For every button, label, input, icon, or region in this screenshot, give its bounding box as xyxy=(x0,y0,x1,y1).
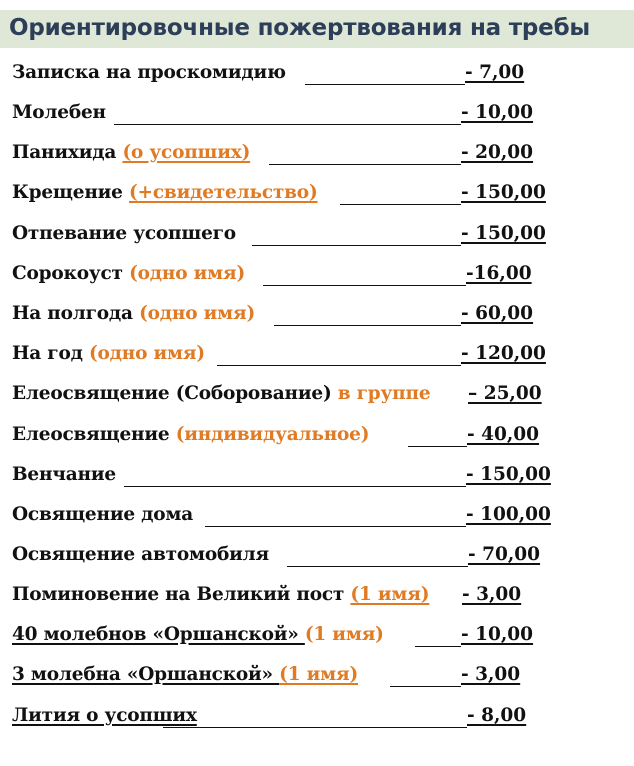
list-item xyxy=(12,584,429,612)
item-price: - 10,00 xyxy=(461,102,534,123)
list-item xyxy=(12,182,318,210)
item-name: На год xyxy=(12,343,89,364)
leader-line xyxy=(305,84,465,85)
item-name: Елеосвящение xyxy=(12,424,176,445)
leader-line xyxy=(390,686,461,687)
item-note: (о усопших) xyxy=(122,142,251,163)
leader-line xyxy=(287,566,468,567)
item-name: Крещение xyxy=(12,182,129,203)
item-name: На полгода xyxy=(12,303,140,324)
leader-line xyxy=(340,204,461,205)
item-name: Записка на проскомидию xyxy=(12,62,286,83)
item-price: - 10,00 xyxy=(461,624,534,645)
list-item xyxy=(12,624,384,652)
list-item xyxy=(12,142,250,170)
item-price: - 3,00 xyxy=(461,664,521,685)
list-item xyxy=(12,263,245,291)
item-name: Освящение автомобиля xyxy=(12,544,269,565)
item-price: -16,00 xyxy=(466,263,532,284)
leader-line xyxy=(217,365,461,366)
leader-line xyxy=(415,646,461,647)
leader-line xyxy=(269,164,461,165)
item-price: - 60,00 xyxy=(461,303,534,324)
item-name: Освящение дома xyxy=(12,504,194,525)
item-name: Молебен xyxy=(12,102,106,123)
item-name: Панихида xyxy=(12,142,123,163)
list-item xyxy=(12,102,106,130)
item-price: - 150,00 xyxy=(466,464,551,485)
item-name: 3 молебна «Оршанской» xyxy=(12,664,280,685)
item-price: - 100,00 xyxy=(466,504,551,525)
item-note: (одно имя) xyxy=(88,343,205,364)
leader-line xyxy=(205,526,466,527)
item-price: - 7,00 xyxy=(465,62,525,83)
list-item xyxy=(12,383,430,411)
list-item xyxy=(12,303,255,331)
item-note: (+свидетельство) xyxy=(129,182,318,203)
list-item xyxy=(12,464,116,492)
item-name: Поминовение на Великий пост xyxy=(12,584,351,605)
item-name: 40 молебнов «Оршанской» xyxy=(12,624,305,645)
list-item xyxy=(12,223,236,251)
item-note: (одно имя) xyxy=(139,303,256,324)
item-name: Лития о усопших xyxy=(12,705,197,726)
item-price: - 150,00 xyxy=(461,223,546,244)
leader-line xyxy=(408,446,467,447)
item-price: - 150,00 xyxy=(461,182,546,203)
leader-line xyxy=(114,124,461,125)
list-item xyxy=(12,664,358,692)
item-price: - 20,00 xyxy=(461,142,534,163)
item-price: - 70,00 xyxy=(468,544,541,565)
item-price: - 8,00 xyxy=(467,705,527,726)
list-item xyxy=(12,343,205,371)
item-name: Отпевание усопшего xyxy=(12,223,236,244)
item-note: (одно имя) xyxy=(129,263,246,284)
list-item xyxy=(12,705,197,733)
item-note: в группе xyxy=(337,383,431,404)
item-note: (1 имя) xyxy=(279,664,359,685)
item-note: (1 имя) xyxy=(304,624,384,645)
item-name: Елеосвящение (Соборование) xyxy=(12,383,338,404)
leader-line xyxy=(263,285,466,286)
list-item xyxy=(12,544,269,572)
leader-line xyxy=(163,727,467,728)
item-note: (1 имя) xyxy=(350,584,430,605)
leader-line xyxy=(252,245,461,246)
item-price: – 25,00 xyxy=(468,383,542,404)
item-price: - 120,00 xyxy=(461,343,546,364)
item-name: Сорокоуст xyxy=(12,263,130,284)
leader-line xyxy=(124,486,466,487)
item-name: Венчание xyxy=(12,464,116,485)
list-item xyxy=(12,504,193,532)
list-item xyxy=(12,62,286,90)
item-price: - 3,00 xyxy=(462,584,522,605)
item-note: (индивидуальное) xyxy=(175,424,370,445)
item-price: - 40,00 xyxy=(467,424,540,445)
leader-line xyxy=(274,325,461,326)
list-item xyxy=(12,424,369,452)
page-title: Ориентировочные пожертвования на требы xyxy=(9,15,591,41)
